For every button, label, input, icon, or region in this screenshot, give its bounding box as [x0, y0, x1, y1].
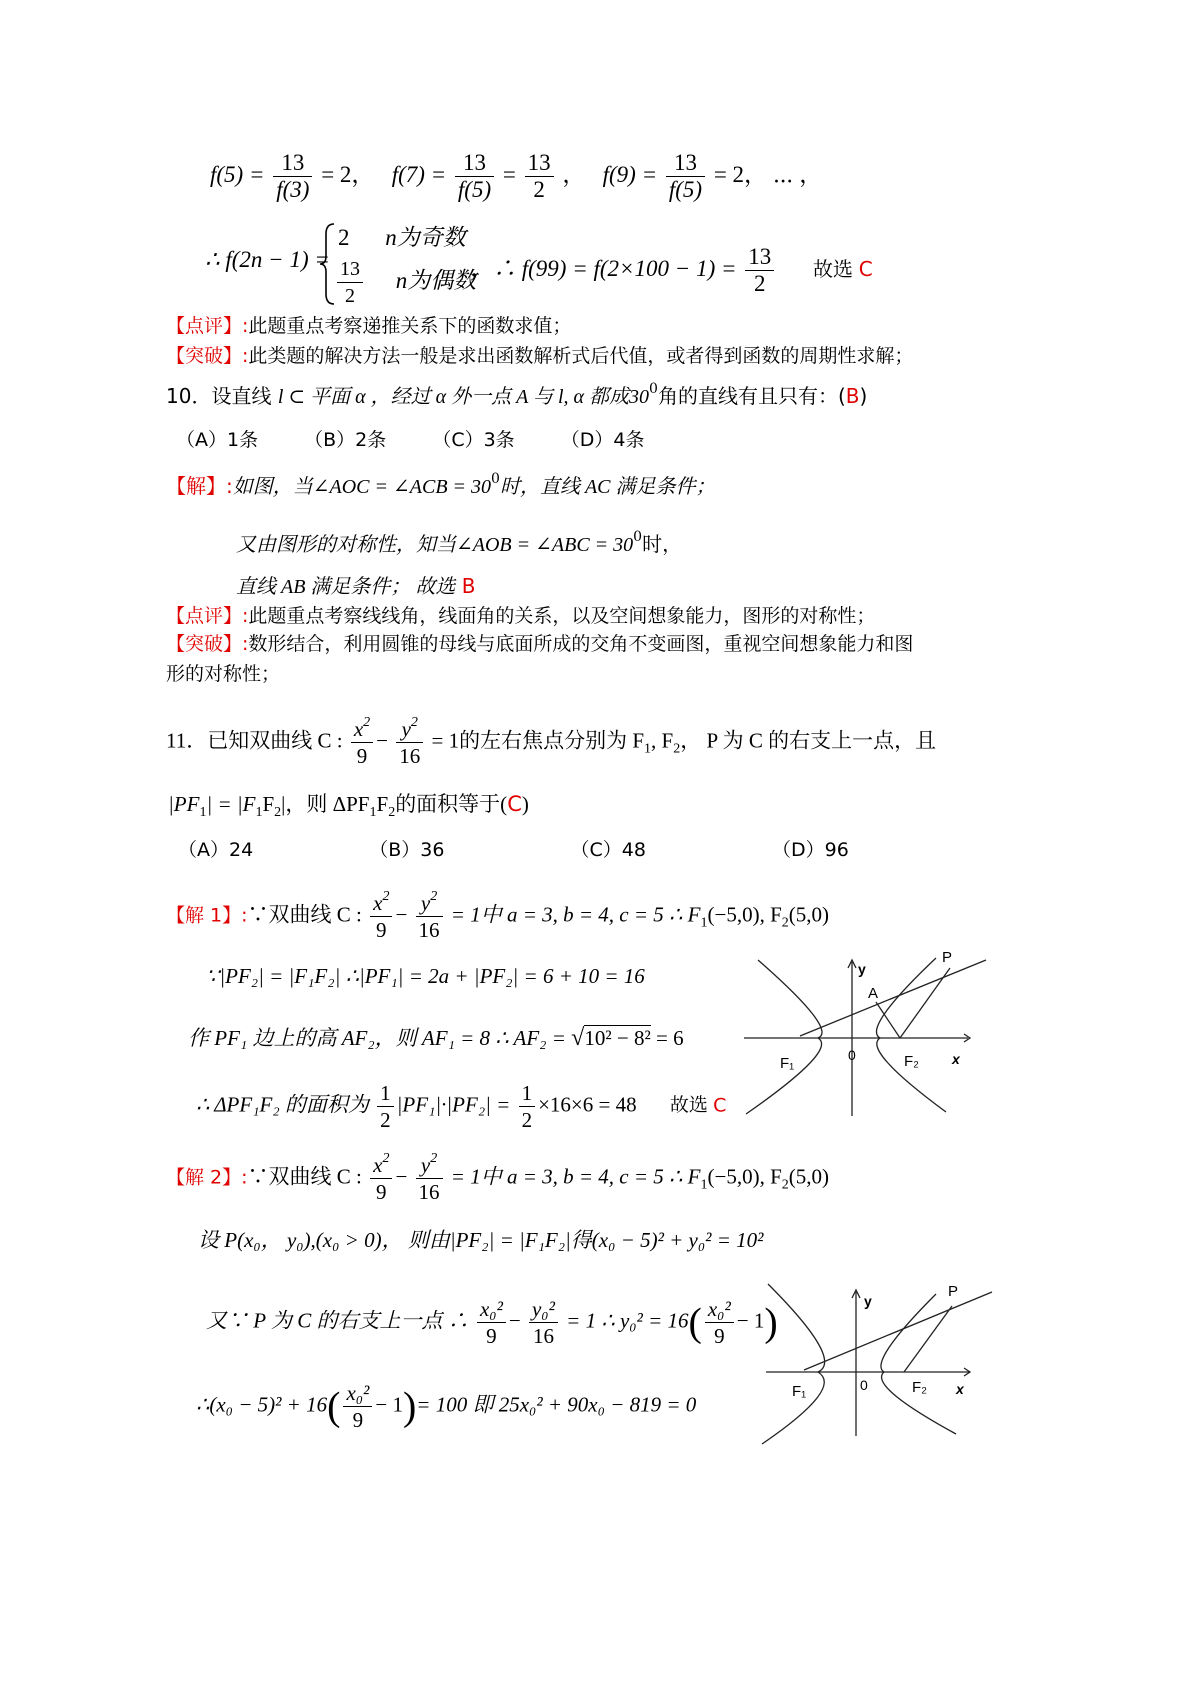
fig2-label-x: x [956, 1381, 964, 1397]
case-odd: 2 n为奇数 [338, 225, 466, 250]
q11-options [178, 836, 849, 864]
q10-option-c: （C）3条 [432, 429, 515, 451]
q11-sol2-line4: ∴(x₀ − 5)² + 16( $\frac{\text{x₀²}}{9}$ − 1)= 100 即 25x₀² + 90x₀ − 819 = 0 [196, 1381, 697, 1432]
q11-option-a: （A）24 [178, 839, 254, 861]
q11-sol1-line2: ∵|PF₂| = |F₁F₂| ∴|PF₁| = 2a + |PF₂| = 6 + 10 = 16 [206, 964, 645, 988]
q11-sol1-line3: 作 PF₁ 边上的高 AF₂，则 AF₁ = 8 ∴ AF₂ = √10² − 8² = 6 [188, 1025, 684, 1051]
recurrence-line: f(5) = $\frac{13}{f(3)}$ = 2， f(7) = $\frac{13}{f(5)}$ = $\frac{13}{2}$ ， f(9) = $\frac{13}{f(5)}$ = 2， ⋯ ， [210, 150, 823, 202]
fig1-label-x: x [952, 1051, 960, 1067]
fig2-label-origin: 0 [860, 1377, 868, 1393]
q11-stem-2: $|PF_1| = |F_1F_2|$，则 $\Delta PF_1F_2$的面积等于(C) [168, 792, 529, 820]
f7-lhs: f(7) = [391, 161, 447, 187]
fig1-label-origin: 0 [848, 1047, 856, 1063]
q10-option-d: （D）4条 [560, 429, 645, 451]
f5-lhs: f(5) = [210, 161, 265, 187]
q11-option-d: （D）96 [772, 839, 849, 861]
q11-stem: 11．已知双曲线 C : $\frac{x^2}{9}$ − $\frac{y^2}{16}$ = 1的左右焦点分别为 $F_1$, $F_2$， P 为 C 的右支上一点，且 [166, 715, 937, 768]
q11-sol1-line4: ∴ ΔPF₁F₂ 的面积为 $\frac{1}{2}$ |PF₁|·|PF₂| = $\frac{1}{2}$ ×16×6 = 48 故选 C [196, 1081, 727, 1132]
f9-fraction: $\frac{13}{f(5)}$ [666, 150, 705, 203]
q10-solution-2: 又由图形的对称性，知当∠AOB = ∠ABC = $30^0$时， [236, 529, 683, 556]
fig1-label-p: P [942, 950, 953, 966]
f9-lhs: f(9) = [602, 161, 658, 187]
q11-sol2-line3: 又∵ P 为 C 的右支上一点 ∴ $\frac{\text{x₀²}}{9}$ − $\frac{\text{y₀²}}{16}$ = 1 ∴ y₀² = 16( $\frac{\text{x₀²}}{9}$ − 1) [206, 1297, 778, 1348]
q11-sol2-line2: 设 P(x₀， y₀),(x₀ > 0)， 则由|PF₂| = |F₁F₂|得(x₀ − 5)² + y₀² = 10² [198, 1228, 764, 1252]
q11-sol1-line1: 【解 1】:∵双曲线 C : $\frac{x^2}{9}$ − $\frac{y^2}{16}$ = 1中 a = 3, b = 4, c = 5 ∴ $F_1(-5,0)$, $F_2(5,0)$ [166, 889, 830, 942]
fig1-label-a: A [868, 985, 879, 1002]
q11-option-b: （B）36 [369, 839, 445, 861]
fig1-label-f1: F₁ [780, 1055, 795, 1072]
f7-fraction-2: $\frac{13}{2}$ [525, 150, 554, 203]
fig1-label-f2: F₂ [904, 1053, 919, 1070]
q11-sol2-line1: 【解 2】:∵双曲线 C : $\frac{x^2}{9}$ − $\frac{y^2}{16}$ = 1中 a = 3, b = 4, c = 5 ∴ $F_1(-5,0)$, $F_2(5,0)$ [166, 1151, 830, 1204]
q10-solution-1: 【解】:如图，当∠AOC = ∠ACB = $30^0$时，直线 AC 满足条件； [166, 471, 716, 498]
fig1-label-y: y [858, 961, 866, 977]
f99-line: ，∴ f(99) = f(2×100 − 1) = $\frac{13}{2}$ 故选 C [470, 244, 873, 296]
q10-solution-3: 直线 AB 满足条件； 故选 B [236, 574, 476, 598]
f5-fraction: $\frac{13}{f(3)}$ [273, 150, 312, 203]
f5-rhs: = 2， [321, 161, 375, 187]
fig2-label-y: y [864, 1293, 872, 1309]
q11-option-c: （C）48 [570, 839, 646, 861]
review-1: 【点评】:此题重点考察递推关系下的函数求值； [166, 315, 572, 337]
fig2-label-f1: F₁ [792, 1383, 807, 1400]
fig2-label-p: P [948, 1283, 959, 1300]
hyperbola-figure-2 [756, 1276, 1006, 1446]
piecewise-lhs: ∴ f(2n − 1) = [205, 247, 330, 272]
fig2-label-f2: F₂ [912, 1379, 927, 1396]
q10-breakthrough-cont: 形的对称性； [166, 663, 281, 685]
case-even: $\frac{13}{2}$ n为偶数 [334, 256, 476, 309]
q10-breakthrough: 【突破】:数形结合，利用圆锥的母线与底面所成的交角不变画图，重视空间想象能力和图 [166, 633, 914, 655]
q10-option-b: （B）2条 [304, 429, 387, 451]
q10-option-a: （A）1条 [176, 429, 259, 451]
q10-review: 【点评】:此题重点考察线线角，线面角的关系，以及空间想象能力，图形的对称性； [166, 605, 876, 627]
f7-fraction: $\frac{13}{f(5)}$ [455, 150, 494, 203]
breakthrough-1: 【突破】:此类题的解决方法一般是求出函数解析式后代值，或者得到函数的周期性求解； [166, 345, 914, 367]
hyperbola-figure-1 [740, 950, 1000, 1120]
q10-stem: 10．设直线 l ⊂ 平面 α ，经过 α 外一点 A 与 l, α 都成$30^0$角的直线有且只有：(B) [166, 381, 868, 408]
q10-options [176, 426, 644, 454]
